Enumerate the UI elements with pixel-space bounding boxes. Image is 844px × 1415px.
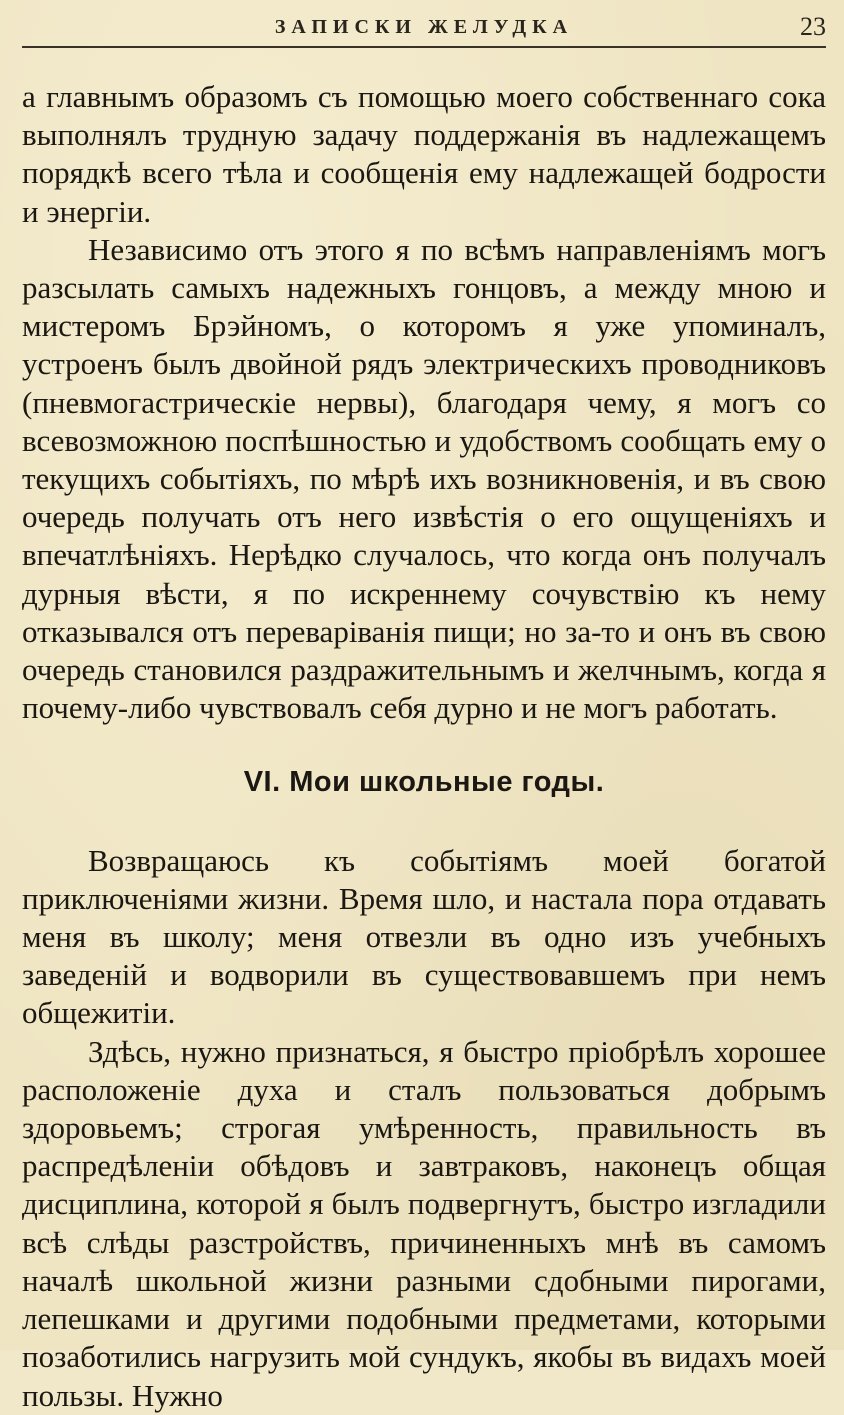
paragraph: Здѣсь, нужно признаться, я быстро пріобрѣлъ хорошее расположеніе духа и сталъ пользоваться добрымъ здоровьемъ; строгая умѣренность, правильность въ распредѣленіи обѣдовъ и завтраковъ, наконецъ общая дисциплина, которой я былъ подвергнутъ, быстро изгладили всѣ слѣды разстройствъ, причиненныхъ мнѣ въ самомъ началѣ школьной жизни разными сдобными пирогами, лепешками и другими подобными предметами, которыми позаботились нагрузить мой сундукъ, якобы въ видахъ моей пользы. Нужно xyxy=(22,1033,826,1413)
paragraph: Независимо отъ этого я по всѣмъ направленіямъ могъ разсылать самыхъ надежныхъ гонцовъ, а между мною и мистеромъ Брэйномъ, о которомъ я уже упоминалъ, устроенъ былъ двойной рядъ электрическихъ проводниковъ (пневмогастрическіе нервы), благодаря чему, я могъ со всевозможною поспѣшностью и удобствомъ сообщать ему о текущихъ событіяхъ, по мѣрѣ ихъ возникновенія, и въ свою очередь получать отъ него извѣстія о его ощущеніяхъ и впечатлѣніяхъ. Нерѣдко случалось, что когда онъ получалъ дурныя вѣсти, я по искреннему сочувствію къ нему отказывался отъ переваріванія пищи; но за-то и онъ въ свою очередь становился раздражительнымъ и желчнымъ, когда я почему-либо чувствовалъ себя дурно и не могъ работать. xyxy=(22,231,826,726)
paragraph: Возвращаюсь къ событіямъ моей богатой приключеніями жизни. Время шло, и настала пора отдавать меня въ школу; меня отвезли въ одно изъ учебныхъ заведеній и водворили въ существовавшемъ при немъ общежитіи. xyxy=(22,842,826,1031)
running-title: ЗАПИСКИ ЖЕЛУДКА xyxy=(274,16,574,38)
section-heading: VI. Мои школьные годы. xyxy=(243,766,605,799)
page-number: 23 xyxy=(800,12,826,41)
running-header xyxy=(22,12,826,48)
page-body xyxy=(22,78,826,1415)
paragraph-continued: а главнымъ образомъ съ помощью моего собственнаго сока выполнялъ трудную задачу поддержанія въ надлежащемъ порядкѣ всего тѣла и сообщенія ему надлежащей бодрости и энергіи. xyxy=(22,79,826,229)
